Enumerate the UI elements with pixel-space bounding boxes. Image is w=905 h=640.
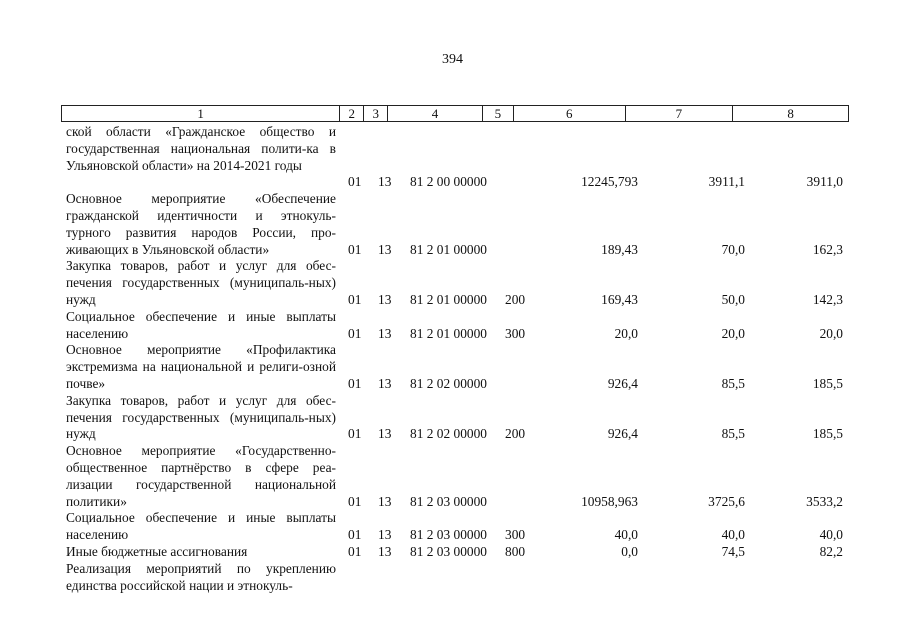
row-value-8: 40,0 (819, 527, 843, 543)
row-description: Социальное обеспечение и иные выплаты населению (66, 308, 336, 341)
row-target-article: 81 2 03 00000 (410, 493, 487, 509)
row-podrazdel: 13 (378, 544, 392, 559)
header-col-1: 1 (62, 106, 340, 121)
row-value-8: 3533,2 (806, 493, 843, 509)
row-value-8: 3911,0 (806, 174, 843, 190)
row-value-7: 20,0 (721, 325, 745, 341)
row-target-article: 81 2 03 00000 (410, 527, 487, 543)
row-description: Основное мероприятие «Обеспечение гражданской идентичности и этнокуль-турного развития народов России, про-живающих в Ульяновской области» (66, 191, 336, 257)
row-razdel: 01 (348, 325, 362, 341)
row-expense-type: 800 (505, 544, 526, 559)
header-col-8: 8 (787, 106, 794, 121)
row-value-7: 50,0 (721, 291, 745, 307)
header-col-3: 3 (364, 106, 388, 121)
row-value-7: 3911,1 (708, 174, 745, 190)
row-razdel: 01 (348, 291, 362, 307)
row-value-6: 10958,963 (581, 493, 638, 509)
row-value-7: 85,5 (721, 426, 745, 442)
row-podrazdel: 13 (378, 291, 392, 307)
row-value-6: 0,0 (621, 544, 638, 559)
row-value-7: 40,0 (721, 527, 745, 543)
row-podrazdel: 13 (378, 375, 392, 391)
row-value-8: 142,3 (812, 291, 843, 307)
row-value-7: 85,5 (721, 375, 745, 391)
row-value-6: 20,0 (614, 325, 638, 341)
page-number: 394 (442, 52, 463, 67)
header-col-4: 4 (388, 106, 483, 121)
row-target-article: 81 2 03 00000 (410, 544, 487, 559)
row-value-8: 162,3 (812, 241, 843, 257)
row-description: Закупка товаров, работ и услуг для обес-печения государственных (муниципаль-ных) нужд (66, 392, 336, 442)
row-value-6: 12245,793 (581, 174, 638, 190)
row-razdel: 01 (348, 426, 362, 442)
row-value-8: 20,0 (819, 325, 843, 341)
row-podrazdel: 13 (378, 241, 392, 257)
row-description: Реализация мероприятий по укреплению единства российской нации и этнокуль- (66, 561, 336, 593)
header-col-7: 7 (626, 106, 734, 121)
row-razdel: 01 (348, 375, 362, 391)
row-description: Основное мероприятие «Профилактика экстремизма на национальной и религи-озной почве» (66, 342, 336, 391)
row-podrazdel: 13 (378, 325, 392, 341)
row-description: Иные бюджетные ассигнования (66, 544, 248, 559)
row-razdel: 01 (348, 241, 362, 257)
row-value-7: 3725,6 (708, 493, 745, 509)
row-target-article: 81 2 01 00000 (410, 325, 487, 341)
row-podrazdel: 13 (378, 426, 392, 442)
row-expense-type: 300 (505, 527, 526, 543)
header-col-6: 6 (514, 106, 626, 121)
row-target-article: 81 2 02 00000 (410, 426, 487, 442)
row-target-article: 81 2 01 00000 (410, 291, 487, 307)
row-value-7: 74,5 (721, 544, 745, 559)
row-value-6: 189,43 (601, 241, 638, 257)
header-col-2: 2 (340, 106, 364, 121)
row-target-article: 81 2 02 00000 (410, 375, 487, 391)
row-target-article: 81 2 01 00000 (410, 241, 487, 257)
table-header (61, 105, 849, 122)
row-podrazdel: 13 (378, 174, 392, 190)
row-value-6: 926,4 (607, 375, 638, 391)
row-description: Социальное обеспечение и иные выплаты населению (66, 510, 336, 543)
header-col-5: 5 (483, 106, 514, 121)
row-razdel: 01 (348, 527, 362, 543)
row-value-6: 40,0 (614, 527, 638, 543)
row-value-6: 926,4 (607, 426, 638, 442)
row-description: Закупка товаров, работ и услуг для обес-печения государственных (муниципаль-ных) нужд (66, 258, 336, 307)
row-razdel: 01 (348, 544, 362, 559)
row-podrazdel: 13 (378, 527, 392, 543)
row-podrazdel: 13 (378, 493, 392, 509)
row-value-7: 70,0 (721, 241, 745, 257)
row-razdel: 01 (348, 493, 362, 509)
row-value-6: 169,43 (601, 291, 638, 307)
row-value-8: 185,5 (812, 375, 843, 391)
row-value-8: 82,2 (819, 544, 843, 559)
row-razdel: 01 (348, 174, 362, 190)
row-expense-type: 200 (505, 291, 526, 307)
row-target-article: 81 2 00 00000 (410, 174, 487, 190)
row-expense-type: 300 (505, 325, 526, 341)
row-value-8: 185,5 (812, 426, 843, 442)
row-expense-type: 200 (505, 426, 526, 442)
row-description: ской области «Гражданское общество и государственная национальная полити-ка в Ульяновской области» на 2014-2021 годы (66, 124, 336, 173)
row-description: Основное мероприятие «Государственно-общественное партнёрство в сфере реа-лизации государственной национальной политики» (66, 443, 336, 509)
